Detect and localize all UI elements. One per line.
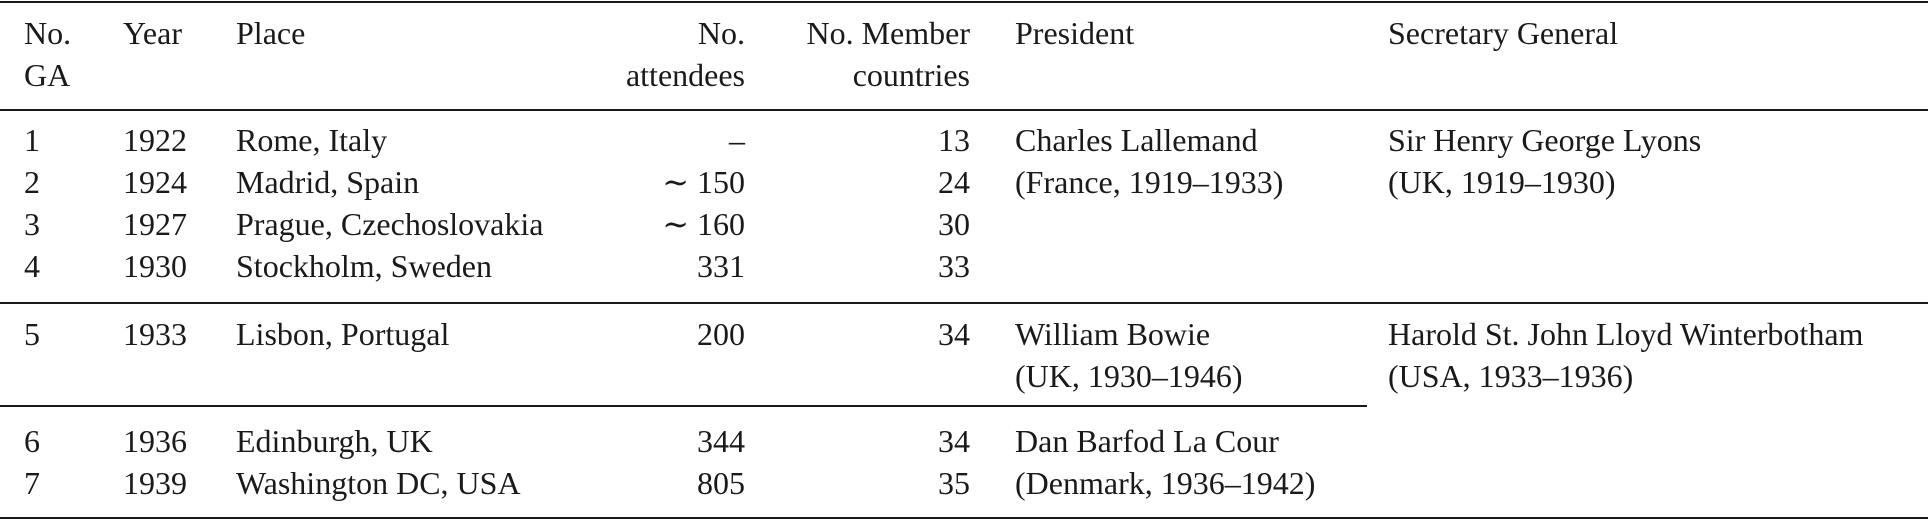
row-2-ga: 2 <box>24 164 40 200</box>
group-rule-1 <box>0 302 1928 304</box>
top-rule <box>0 1 1928 3</box>
row-3-year: 1927 <box>123 206 187 242</box>
group-rule-2 <box>0 405 1367 407</box>
row-4-year: 1930 <box>123 248 187 284</box>
header-member-countries-line2: countries <box>852 57 970 93</box>
row-2-members: 24 <box>938 164 970 200</box>
president-3-detail: (Denmark, 1936–1942) <box>1015 465 1316 501</box>
president-1-name: Charles Lallemand <box>1015 122 1258 158</box>
row-6-attendees: 344 <box>697 423 745 459</box>
row-1-ga: 1 <box>24 122 40 158</box>
secretary-2-detail: (USA, 1933–1936) <box>1388 358 1634 394</box>
row-5-attendees: 200 <box>697 316 745 352</box>
row-7-members: 35 <box>938 465 970 501</box>
secretary-2-name: Harold St. John Lloyd Winterbotham <box>1388 316 1864 352</box>
row-5-year: 1933 <box>123 316 187 352</box>
row-3-place: Prague, Czechoslovakia <box>236 206 544 242</box>
row-1-place: Rome, Italy <box>236 122 388 158</box>
row-3-ga: 3 <box>24 206 40 242</box>
row-4-members: 33 <box>938 248 970 284</box>
row-2-attendees: ∼ 150 <box>662 164 745 200</box>
row-1-year: 1922 <box>123 122 187 158</box>
header-no-ga-line1: No. <box>24 15 72 51</box>
row-1-attendees: – <box>729 122 745 158</box>
row-7-place: Washington DC, USA <box>236 465 521 501</box>
row-4-place: Stockholm, Sweden <box>236 248 492 284</box>
header-secretary-general: Secretary General <box>1388 15 1619 51</box>
row-2-place: Madrid, Spain <box>236 164 420 200</box>
row-5-place: Lisbon, Portugal <box>236 316 450 352</box>
row-3-attendees: ∼ 160 <box>662 206 745 242</box>
secretary-1-name: Sir Henry George Lyons <box>1388 122 1702 158</box>
row-6-place: Edinburgh, UK <box>236 423 433 459</box>
header-place: Place <box>236 15 306 51</box>
header-president: President <box>1015 15 1135 51</box>
president-2-name: William Bowie <box>1015 316 1211 352</box>
row-6-members: 34 <box>938 423 970 459</box>
header-no-ga-line2: GA <box>24 57 71 93</box>
row-7-year: 1939 <box>123 465 187 501</box>
header-year: Year <box>123 15 182 51</box>
row-7-attendees: 805 <box>697 465 745 501</box>
row-6-ga: 6 <box>24 423 40 459</box>
secretary-1-detail: (UK, 1919–1930) <box>1388 164 1616 200</box>
row-7-ga: 7 <box>24 465 40 501</box>
bottom-rule <box>0 517 1928 519</box>
president-3-name: Dan Barfod La Cour <box>1015 423 1279 459</box>
header-attendees-line1: No. <box>697 15 745 51</box>
row-5-ga: 5 <box>24 316 40 352</box>
row-3-members: 30 <box>938 206 970 242</box>
row-4-ga: 4 <box>24 248 40 284</box>
header-attendees-line2: attendees <box>625 57 745 93</box>
president-2-detail: (UK, 1930–1946) <box>1015 358 1243 394</box>
row-5-members: 34 <box>938 316 970 352</box>
row-4-attendees: 331 <box>697 248 745 284</box>
row-2-year: 1924 <box>123 164 187 200</box>
president-1-detail: (France, 1919–1933) <box>1015 164 1284 200</box>
header-member-countries-line1: No. Member <box>806 15 970 51</box>
header-rule <box>0 109 1928 111</box>
row-6-year: 1936 <box>123 423 187 459</box>
row-1-members: 13 <box>938 122 970 158</box>
